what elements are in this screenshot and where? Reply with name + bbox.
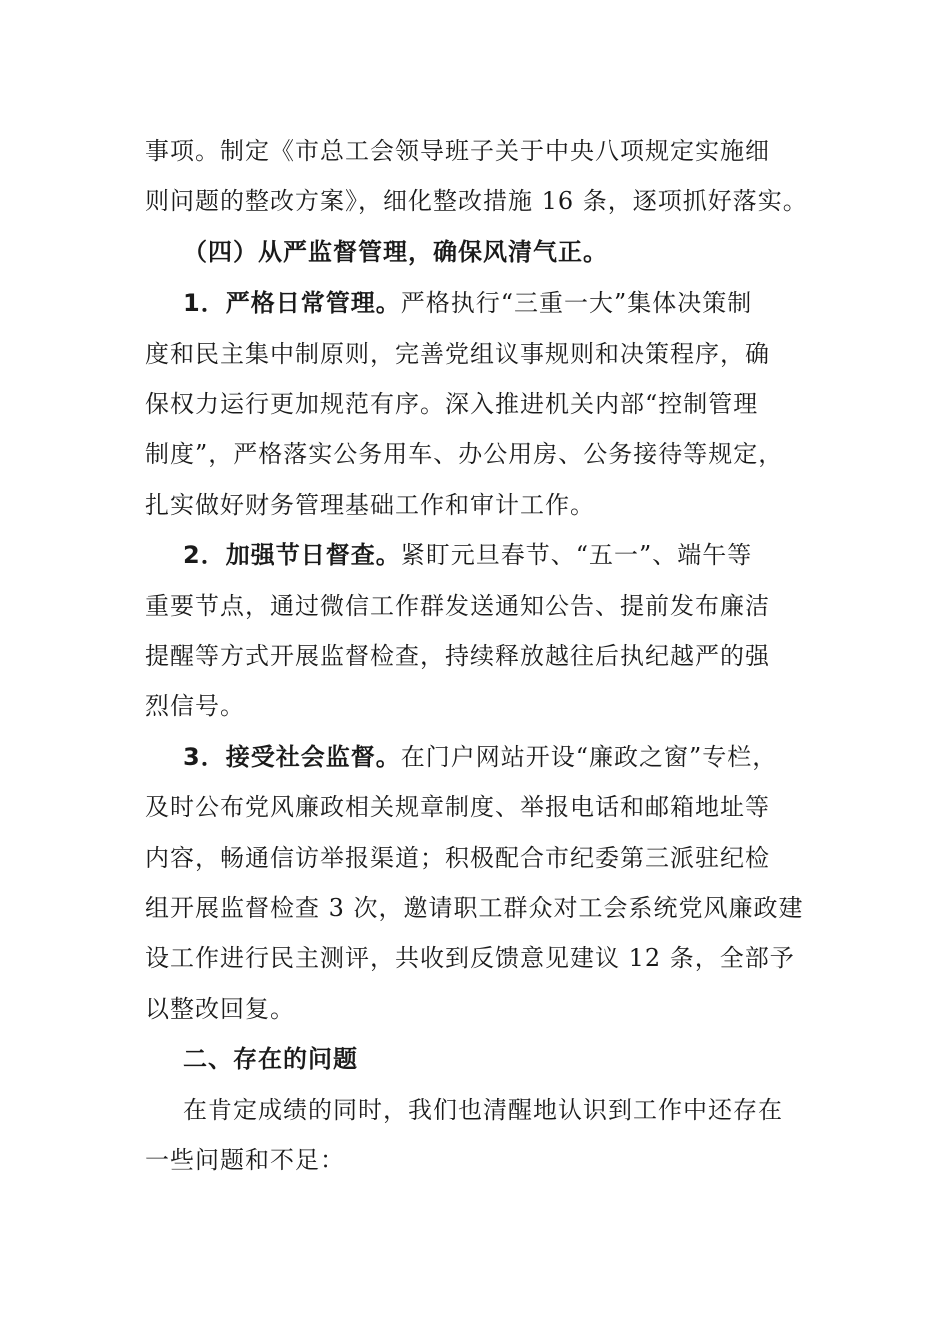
body-text-line [145,893,804,923]
body-text-line [145,691,245,721]
text-segment: 在门户网站开设“廉政之窗”专栏， [400,743,778,771]
text-segment: 保权力运行更加规范有序。深入推进机关内部“控制管理 [145,390,759,418]
body-text-line [145,1145,345,1175]
paragraph-first-line [183,1095,783,1125]
section-heading [183,237,608,267]
item-first-line [183,742,777,772]
text-segment: 度和民主集中制原则，完善党组议事规则和决策程序，确 [145,340,770,368]
text-segment: 在肯定成绩的同时，我们也清醒地认识到工作中还存在 [183,1096,783,1124]
text-segment: 重要节点，通过微信工作群发送通知公告、提前发布廉洁 [145,592,770,620]
text-segment: 一些问题和不足： [145,1146,345,1174]
text-segment: 扎实做好财务管理基础工作和审计工作。 [145,491,595,519]
chapter-heading-text: 二、存在的问题 [183,1045,358,1073]
item-title: 3．接受社会监督。 [183,743,401,771]
text-segment: 制度”，严格落实公务用车、办公用房、公务接待等规定， [145,440,784,468]
body-text-line [145,439,783,469]
item-first-line [183,288,752,318]
body-text-line [145,792,770,822]
text-segment: 烈信号。 [145,692,245,720]
text-segment: 则问题的整改方案》，细化整改措施 16 条，逐项抓好落实。 [145,187,808,215]
section-heading-text: （四）从严监督管理，确保风清气正。 [183,238,608,266]
text-segment: 以整改回复。 [145,995,295,1023]
body-text-line [145,843,770,873]
text-segment: 及时公布党风廉政相关规章制度、举报电话和邮箱地址等 [145,793,770,821]
item-first-line [183,540,752,570]
item-title: 2．加强节日督查。 [183,541,401,569]
body-text-line [145,641,770,671]
text-segment: 事项。制定《市总工会领导班子关于中央八项规定实施细 [145,137,770,165]
chapter-heading [183,1044,358,1074]
text-segment: 组开展监督检查 3 次，邀请职工群众对工会系统党风廉政建 [145,894,804,922]
body-text-line [145,186,808,216]
text-segment: 设工作进行民主测评，共收到反馈意见建议 12 条，全部予 [145,944,795,972]
body-text-line [145,943,795,973]
body-text-line [145,490,595,520]
body-text-line [145,591,770,621]
text-segment: 紧盯元旦春节、“五一”、端午等 [400,541,753,569]
text-segment: 严格执行“三重一大”集体决策制 [400,289,753,317]
body-text-line [145,339,770,369]
text-segment: 提醒等方式开展监督检查，持续释放越往后执纪越严的强 [145,642,770,670]
body-text-line [145,136,770,166]
text-segment: 内容，畅通信访举报渠道；积极配合市纪委第三派驻纪检 [145,844,770,872]
body-text-line [145,389,758,419]
item-title: 1．严格日常管理。 [183,289,401,317]
body-text-line [145,994,295,1024]
